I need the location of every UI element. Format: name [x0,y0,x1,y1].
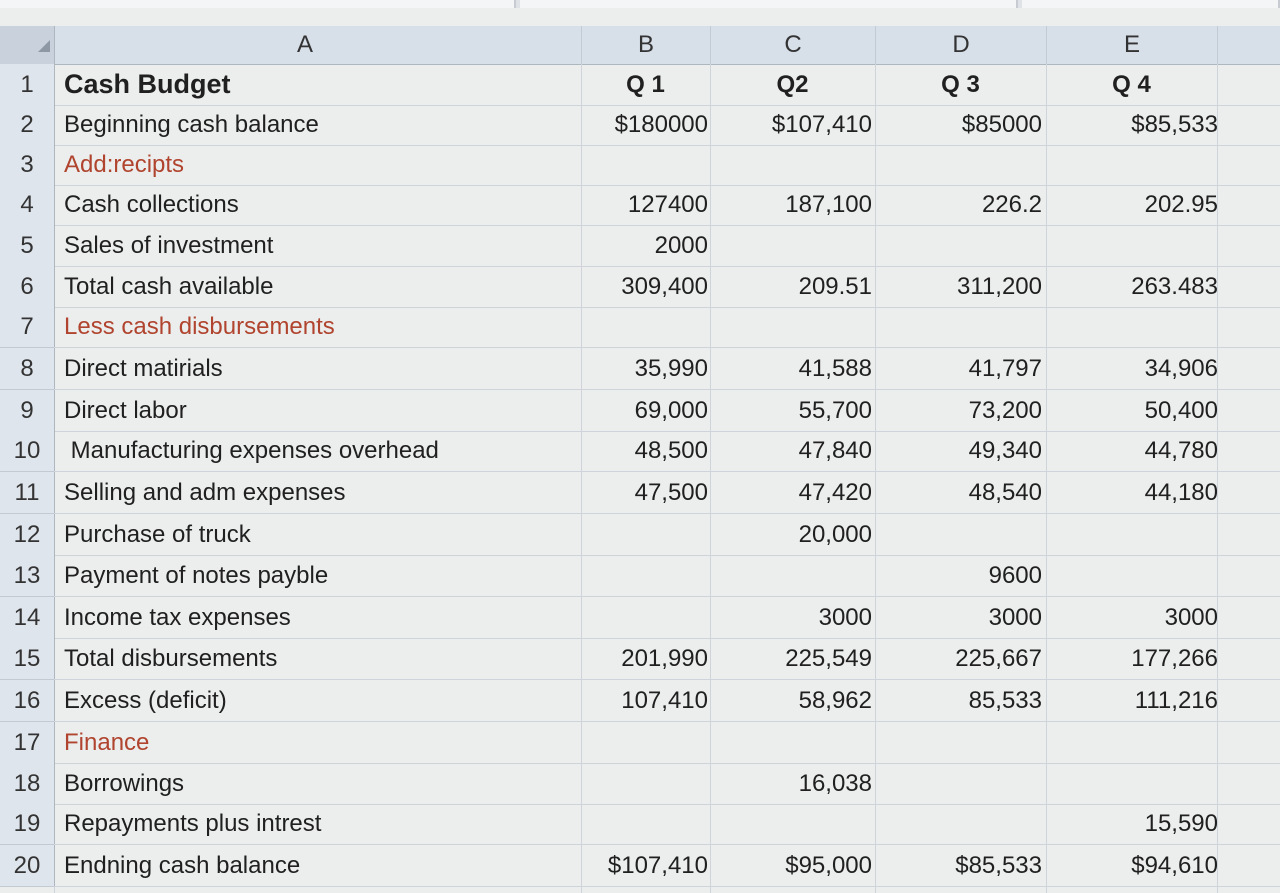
tab-segment[interactable] [520,0,1018,8]
cell-value[interactable]: 48,500 [634,437,708,464]
cell-row-label[interactable]: Add:recipts [64,151,185,178]
cell-value[interactable]: 9600 [988,562,1042,589]
row-header[interactable]: 12 [0,514,55,556]
cell-quarter-header[interactable]: Q 4 [1112,71,1151,98]
row-header[interactable]: 6 [0,266,55,308]
cell-value[interactable] [1046,763,1218,804]
cell-value[interactable]: $85,533 [1131,111,1218,138]
row-header[interactable]: 14 [0,597,55,639]
cell-value[interactable]: 107,410 [621,687,708,714]
cell-value[interactable]: 49,340 [968,437,1042,464]
cell-value[interactable]: $107,410 [771,111,872,138]
grid-row-line [54,886,1280,887]
cell-value[interactable]: 225,667 [955,645,1042,672]
cell-value[interactable]: 44,780 [1144,437,1218,464]
cell-value[interactable] [581,597,708,638]
cell-value[interactable] [1046,225,1218,266]
cell-value[interactable]: 263.483 [1131,273,1218,300]
cell-value[interactable]: 3000 [1164,604,1218,631]
tab-strip [0,0,1280,8]
cell-value[interactable]: 47,500 [634,479,708,506]
cell-row-label[interactable]: Direct matirials [64,355,223,382]
cell-value[interactable]: 3000 [988,604,1042,631]
cell-value[interactable]: $94,610 [1131,852,1218,879]
cell-value[interactable]: 3000 [818,604,872,631]
cell-value[interactable]: 209.51 [798,273,872,300]
cell-value[interactable] [875,514,1042,555]
cell-value[interactable]: 225,549 [785,645,872,672]
row-header[interactable]: 1 [0,64,55,106]
cell-row-label[interactable]: Finance [64,729,150,756]
cell-value[interactable] [581,306,708,347]
cell-row-label[interactable]: Payment of notes payble [64,562,329,589]
cell-value[interactable]: 177,266 [1131,645,1218,672]
cell-value[interactable] [1046,306,1218,347]
cell-value[interactable]: 55,700 [798,397,872,424]
select-all-icon[interactable] [38,40,50,52]
tab-segment[interactable] [0,0,516,8]
cell-value[interactable] [1046,722,1218,763]
cell-value[interactable]: 85,533 [968,687,1042,714]
cell-value[interactable] [581,722,708,763]
cell-value[interactable]: 202.95 [1144,191,1218,218]
row-header[interactable]: 5 [0,225,55,267]
cell-value[interactable]: 2000 [654,232,708,259]
cell-value[interactable]: 127400 [627,191,708,218]
row-header[interactable]: 20 [0,845,55,887]
cell-value[interactable] [710,722,872,763]
cell-value[interactable] [581,763,708,804]
cell-value[interactable] [581,803,708,844]
cell-row-label[interactable]: Borrowings [64,770,185,797]
row-header[interactable]: 16 [0,680,55,722]
cell-value[interactable] [875,763,1042,804]
cell-value[interactable]: $107,410 [607,852,708,879]
cell-row-label[interactable]: Beginning cash balance [64,111,319,138]
cell-value[interactable] [875,803,1042,844]
row-header[interactable]: 17 [0,722,55,764]
cell-value[interactable] [710,225,872,266]
cell-value[interactable]: 187,100 [785,191,872,218]
row-header[interactable]: 15 [0,638,55,680]
cell-title[interactable]: Cash Budget [64,69,231,99]
cell-value[interactable]: $180000 [614,111,708,138]
row-header[interactable]: 10 [0,430,55,472]
column-header-d[interactable]: D [876,26,1047,64]
cell-row-label[interactable]: Sales of investment [64,232,274,259]
cell-value[interactable]: 311,200 [957,273,1042,300]
cell-row-label[interactable]: Purchase of truck [64,521,251,548]
cell-value[interactable]: 226.2 [981,191,1042,218]
cell-value[interactable] [581,555,708,596]
cell-value[interactable] [1046,514,1218,555]
cell-value[interactable] [710,803,872,844]
cell-value[interactable]: 35,990 [634,355,708,382]
column-header-c[interactable]: C [711,26,876,64]
row-header[interactable]: 19 [0,803,55,845]
cell-row-label[interactable]: Total cash available [64,273,274,300]
cell-row-label[interactable]: Total disbursements [64,645,278,672]
cell-value[interactable]: 15,590 [1144,810,1218,837]
row-header[interactable]: 4 [0,184,55,226]
cell-value[interactable]: 69,000 [634,397,708,424]
cell-value[interactable]: 48,540 [968,479,1042,506]
cell-row-label[interactable]: Excess (deficit) [64,687,227,714]
cell-value[interactable] [581,144,708,185]
row-header[interactable]: 2 [0,104,55,146]
cell-quarter-header[interactable]: Q 1 [626,71,665,98]
cell-value[interactable]: 309,400 [621,273,708,300]
column-header-a[interactable]: A [54,26,582,64]
row-header[interactable]: 8 [0,348,55,390]
cell-value[interactable]: 111,216 [1134,687,1218,714]
cell-value[interactable]: $95,000 [785,852,872,879]
cell-value[interactable] [581,514,708,555]
cell-value[interactable]: $85000 [961,111,1042,138]
row-header[interactable]: 11 [0,472,55,514]
cell-value[interactable]: 41,588 [798,355,872,382]
cell-value[interactable] [710,555,872,596]
cell-value[interactable] [710,144,872,185]
cell-row-label[interactable]: Direct labor [64,397,187,424]
cell-value[interactable] [875,225,1042,266]
cell-value[interactable]: 47,840 [798,437,872,464]
cell-row-label[interactable]: Manufacturing expenses overhead [64,437,439,464]
cell-value[interactable]: 58,962 [798,687,872,714]
cell-value[interactable] [875,306,1042,347]
cell-value[interactable] [875,144,1042,185]
row-header[interactable]: 3 [0,144,55,186]
cell-value[interactable]: 34,906 [1144,355,1218,382]
cell-row-label[interactable]: Income tax expenses [64,604,291,631]
cell-row-label[interactable]: Less cash disbursements [64,313,335,340]
cell-value[interactable] [710,306,872,347]
cell-quarter-header[interactable]: Q 3 [941,71,980,98]
column-header-e[interactable]: E [1047,26,1218,64]
cell-value[interactable]: 41,797 [968,355,1042,382]
cell-row-label[interactable]: Repayments plus intrest [64,810,322,837]
cell-value[interactable]: 16,038 [798,770,872,797]
row-header[interactable]: 9 [0,390,55,432]
cell-value[interactable]: 73,200 [968,397,1042,424]
cell-value[interactable]: 47,420 [798,479,872,506]
cell-quarter-header[interactable]: Q2 [776,71,809,98]
cell-row-label[interactable]: Selling and adm expenses [64,479,346,506]
cell-value[interactable] [1046,555,1218,596]
cell-value[interactable]: 44,180 [1144,479,1218,506]
cell-value[interactable]: $85,533 [955,852,1042,879]
cell-value[interactable]: 201,990 [621,645,708,672]
row-header[interactable]: 7 [0,306,55,348]
cell-row-label[interactable]: Endning cash balance [64,852,301,879]
cell-value[interactable] [1046,144,1218,185]
cell-value[interactable] [875,722,1042,763]
cell-value[interactable]: 20,000 [798,521,872,548]
cell-value[interactable]: 50,400 [1144,397,1218,424]
row-header[interactable]: 18 [0,763,55,805]
row-header[interactable]: 13 [0,555,55,597]
column-header-b[interactable]: B [582,26,711,64]
tab-segment[interactable] [1022,0,1280,8]
cell-row-label[interactable]: Cash collections [64,191,239,218]
